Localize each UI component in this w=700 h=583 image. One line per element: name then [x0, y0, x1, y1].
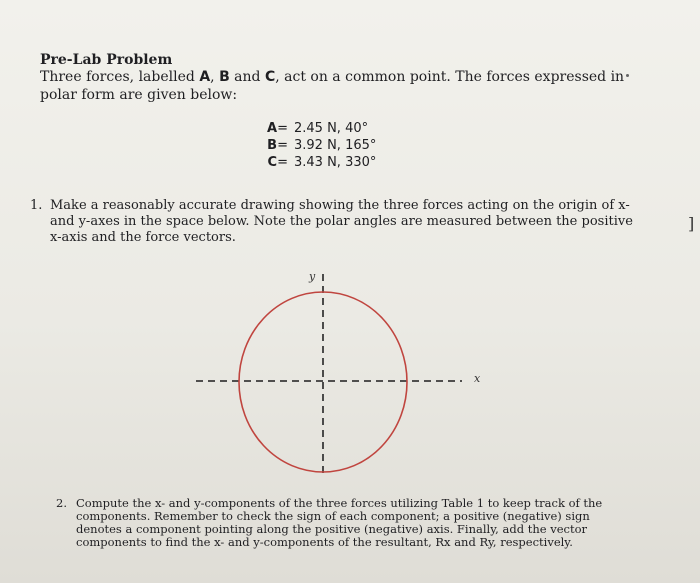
- intro-text-2: , act on a common point. The forces expressed in polar form are given below:: [40, 69, 625, 103]
- force-eq: =: [277, 121, 288, 136]
- question-number: 1.: [30, 198, 43, 213]
- force-letter: A: [267, 121, 278, 136]
- prelab-title: Pre-Lab Problem: [40, 52, 173, 68]
- y-axis-label: y: [309, 270, 316, 283]
- intro-label-b: B: [219, 69, 230, 85]
- force-value: 2.45 N, 40°: [294, 121, 369, 136]
- question-2: [56, 497, 636, 549]
- intro-label-a: A: [199, 69, 211, 85]
- margin-mark: ]: [688, 214, 695, 233]
- question-text: Make a reasonably accurate drawing showing the three forces acting on the origin of x- and y-axes in the space below. Note the polar angles are measured between the positive x-axis and the force vectors.: [50, 198, 633, 245]
- force-eq: =: [277, 155, 288, 170]
- prelab-intro: Three forces, labelled A, B and C, act on a common point. The forces expressed in polar form are given below:: [40, 69, 625, 103]
- intro-text-1: Three forces, labelled: [40, 69, 200, 85]
- force-eq: =: [277, 138, 288, 153]
- force-value: 3.92 N, 165°: [294, 138, 377, 153]
- force-letter: B: [267, 138, 278, 153]
- question-number: 2.: [56, 496, 67, 510]
- question-text: Compute the x- and y-components of the three forces utilizing Table 1 to keep track of the components. Remember to check the sign of each component; a positive (negative) sign denotes a component pointing along the positive (negative) axis. Finally, add the vector components to find the x- and y-components of the resultant, Rx and Ry, respectively.: [76, 496, 603, 549]
- force-value: 3.43 N, 330°: [294, 155, 377, 170]
- force-letter: C: [267, 155, 278, 170]
- intro-label-c: C: [264, 69, 276, 85]
- intro-text-and: and: [229, 69, 265, 85]
- x-axis-label: x: [474, 372, 481, 385]
